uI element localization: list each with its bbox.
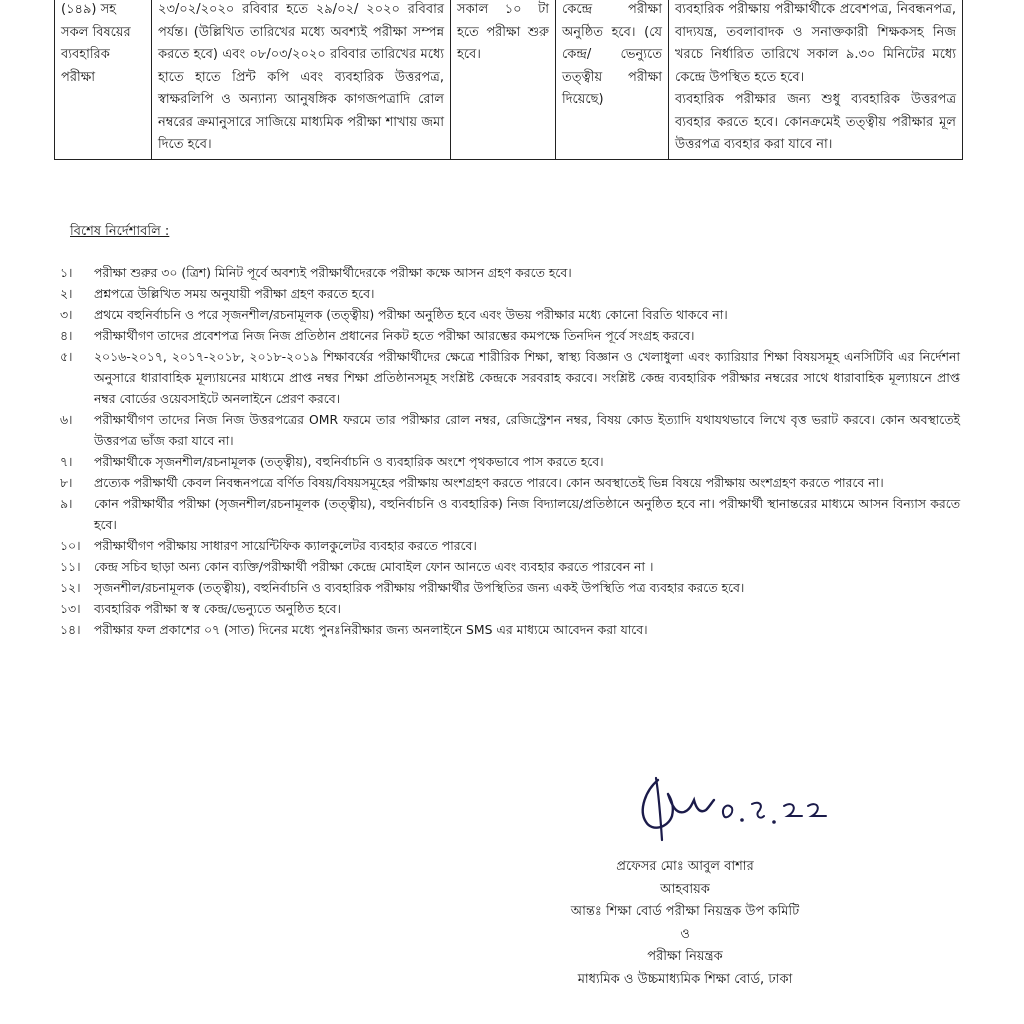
item-text: প্রত্যেক পরীক্ষার্থী কেবল নিবন্ধনপত্রে বর্ণিত বিষয়/বিষয়সমূহের পরীক্ষায় অংশগ্রহণ করতে পারবে। কোন অবস্থাতেই ভিন্ন বিষয়ে পরীক্ষায় অংশগ্রহণ করতে পারবে না। xyxy=(94,475,884,490)
signature-block xyxy=(520,856,850,991)
item-number: ৮। xyxy=(60,475,73,490)
list-item xyxy=(60,451,960,472)
list-item xyxy=(60,262,960,283)
item-number: ৯। xyxy=(60,496,73,511)
list-item xyxy=(60,535,960,556)
item-text: পরীক্ষার্থীগণ তাদের নিজ নিজ উত্তরপত্রের OMR ফরমে তার পরীক্ষার রোল নম্বর, রেজিস্ট্রেশন নম্বর, বিষয় কোড ইত্যাদি যথাযথভাবে লিখে বৃত্ত ভরাট করবে। কোন অবস্থাতেই উত্তরপত্র ভাঁজ করা যাবে না। xyxy=(94,412,960,448)
venue-cell: কেন্দ্রে পরীক্ষা অনুষ্ঠিত হবে। (যে কেন্দ্র/ ভেন্যুতে তত্ত্বীয় পরীক্ষা দিয়েছে) xyxy=(556,0,669,159)
list-item xyxy=(60,283,960,304)
instruction-paragraph: ব্যবহারিক পরীক্ষায় পরীক্ষার্থীকে প্রবেশপত্র, নিবন্ধনপত্র, বাদ্যযন্ত্র, তবলাবাদক ও সনাক্তকারী শিক্ষকসহ নিজ খরচে নির্ধারিত তারিখে সকাল ৯.৩০ মিনিটের মধ্যে কেন্দ্রে উপস্থিত হতে হবে। xyxy=(675,2,956,85)
list-item xyxy=(60,472,960,493)
item-text: পরীক্ষার্থীগণ পরীক্ষায় সাধারণ সায়েন্টিফিক ক্যালকুলেটর ব্যবহার করতে পারবে। xyxy=(94,538,477,553)
item-text: কোন পরীক্ষার্থীর পরীক্ষা (সৃজনশীল/রচনামূলক (তত্ত্বীয়), বহুনির্বাচনি ও ব্যবহারিক) নিজ বিদ্যালয়ে/প্রতিষ্ঠানে অনুষ্ঠিত হবে না। পরীক্ষার্থী স্থানান্তরের মাধ্যমে আসন বিন্যাস করতে হবে। xyxy=(94,496,960,532)
item-text: ব্যবহারিক পরীক্ষা স্ব স্ব কেন্দ্র/ভেন্যুতে অনুষ্ঠিত হবে। xyxy=(94,601,341,616)
instructions-list xyxy=(60,262,960,640)
list-item xyxy=(60,304,960,325)
subject-line: পরীক্ষা xyxy=(61,69,95,85)
item-text: পরীক্ষা শুরুর ৩০ (ত্রিশ) মিনিট পূর্বে অবশ্যই পরীক্ষার্থীদেরকে পরীক্ষা কক্ষে আসন গ্রহণ করতে হবে। xyxy=(94,265,572,280)
item-number: ১২। xyxy=(60,580,81,595)
item-text: পরীক্ষার্থীকে সৃজনশীল/রচনামূলক (তত্ত্বীয়), বহুনির্বাচনি ও ব্যবহারিক অংশে পৃথকভাবে পাস করতে হবে। xyxy=(94,454,604,469)
time-cell: সকাল ১০ টা হতে পরীক্ষা শুরু হবে। xyxy=(451,0,556,159)
special-instructions-heading: বিশেষ নির্দেশাবলি : xyxy=(70,224,170,239)
list-item xyxy=(60,598,960,619)
item-number: ৭। xyxy=(60,454,73,469)
signatory-name: প্রফেসর মোঃ আবুল বাশার xyxy=(616,859,754,874)
item-text: কেন্দ্র সচিব ছাড়া অন্য কোন ব্যক্তি/পরীক্ষার্থী পরীক্ষা কেন্দ্রে মোবাইল ফোন আনতে এবং ব্যবহার করতে পারবেন না । xyxy=(94,559,654,574)
item-number: ১৪। xyxy=(60,622,81,637)
subject-cell xyxy=(55,0,152,159)
signatory-role: আহবায়ক xyxy=(660,881,710,897)
list-item xyxy=(60,577,960,598)
item-text: পরীক্ষার্থীগণ তাদের প্রবেশপত্র নিজ নিজ প্রতিষ্ঠান প্রধানের নিকট হতে পরীক্ষা আরম্ভের কমপক্ষে তিনদিন পূর্বে সংগ্রহ করবে। xyxy=(94,328,695,343)
subject-line: সকল বিষয়ের xyxy=(61,24,131,40)
item-number: ১০। xyxy=(60,538,81,553)
committee-name: আন্তঃ শিক্ষা বোর্ড পরীক্ষা নিয়ন্ত্রক উপ কমিটি xyxy=(570,904,800,919)
item-number: ২। xyxy=(60,286,73,301)
item-number: ৬। xyxy=(60,412,73,427)
list-item xyxy=(60,493,960,535)
list-item xyxy=(60,556,960,577)
handwritten-signature xyxy=(628,760,848,850)
item-text: পরীক্ষার ফল প্রকাশের ০৭ (সাত) দিনের মধ্যে পুনঃনিরীক্ষার জন্য অনলাইনে SMS এর মাধ্যমে আবেদন করা যাবে। xyxy=(94,622,648,637)
item-text: প্রথমে বহুনির্বাচনি ও পরে সৃজনশীল/রচনামূলক (তত্ত্বীয়) পরীক্ষা অনুষ্ঠিত হবে এবং উভয় পরীক্ষার মধ্যে কোনো বিরতি থাকবে না। xyxy=(94,307,728,322)
date-cell: ২৩/০২/২০২০ রবিবার হতে ২৯/০২/ ২০২০ রবিবার পর্যন্ত। (উল্লিখিত তারিখের মধ্যে অবশ্যই পরীক্ষা সম্পন্ন করতে হবে) এবং ০৮/০৩/২০২০ রবিবার তারিখের মধ্যে হাতে হাতে প্রিন্ট কপি এবং ব্যবহারিক উত্তরপত্র, স্বাক্ষরলিপি ও অন্যান্য আনুষঙ্গিক কাগজপত্রাদি রোল নম্বরের ক্রমানুসারে সাজিয়ে মাধ্যমিক পরীক্ষা শাখায় জমা দিতে হবে। xyxy=(152,0,451,159)
list-item xyxy=(60,325,960,346)
subject-line: ব্যবহারিক xyxy=(61,47,110,62)
item-number: ৩। xyxy=(60,307,73,322)
instructions-cell xyxy=(669,0,963,159)
list-item xyxy=(60,619,960,640)
item-number: ১১। xyxy=(60,559,81,574)
item-number: ১। xyxy=(60,265,73,280)
board-name: মাধ্যমিক ও উচ্চমাধ্যমিক শিক্ষা বোর্ড, ঢাকা xyxy=(577,971,793,987)
instruction-paragraph: ব্যবহারিক পরীক্ষার জন্য শুধু ব্যবহারিক উত্তরপত্র ব্যবহার করতে হবে। কোনক্রমেই তত্ত্বীয় পরীক্ষার মূল উত্তরপত্র ব্যবহার করা যাবে না। xyxy=(675,92,956,152)
item-number: ৫। xyxy=(60,349,73,364)
item-number: ৪। xyxy=(60,328,73,343)
list-item xyxy=(60,409,960,451)
exam-schedule-table xyxy=(54,0,963,160)
item-text: প্রশ্নপত্রে উল্লিখিত সময় অনুযায়ী পরীক্ষা গ্রহণ করতে হবে। xyxy=(94,286,375,301)
list-item xyxy=(60,346,960,409)
conjunction: ও xyxy=(680,926,690,942)
item-text: ২০১৬-২০১৭, ২০১৭-২০১৮, ২০১৮-২০১৯ শিক্ষাবর্ষের পরীক্ষার্থীদের ক্ষেত্রে শারীরিক শিক্ষা, স্বাস্থ্য বিজ্ঞান ও খেলাধুলা এবং ক্যারিয়ার শিক্ষা বিষয়সমূহ এনসিটিবি এর নির্দেশনা অনুসারে ধারাবাহিক মূল্যায়নের মাধ্যমে প্রাপ্ত নম্বর শিক্ষা প্রতিষ্ঠানসমূহ সংশ্লিষ্ট কেন্দ্রকে সরবরাহ করবে। সংশ্লিষ্ট কেন্দ্র ব্যবহারিক পরীক্ষার নম্বরের সাথে ধারাবাহিক মূল্যায়নে প্রাপ্ত নম্বর বোর্ডের ওয়েবসাইটে অনলাইনে প্রেরণ করবে। xyxy=(94,349,960,406)
table-row xyxy=(55,0,963,159)
item-number: ১৩। xyxy=(60,601,81,616)
signatory-title: পরীক্ষা নিয়ন্ত্রক xyxy=(647,949,723,964)
subject-line: (১৪৯) সহ xyxy=(61,2,117,17)
item-text: সৃজনশীল/রচনামূলক (তত্ত্বীয়), বহুনির্বাচনি ও ব্যবহারিক পরীক্ষায় পরীক্ষার্থীর উপস্থিতির জন্য একই উপস্থিতি পত্র ব্যবহার করতে হবে। xyxy=(94,580,745,595)
